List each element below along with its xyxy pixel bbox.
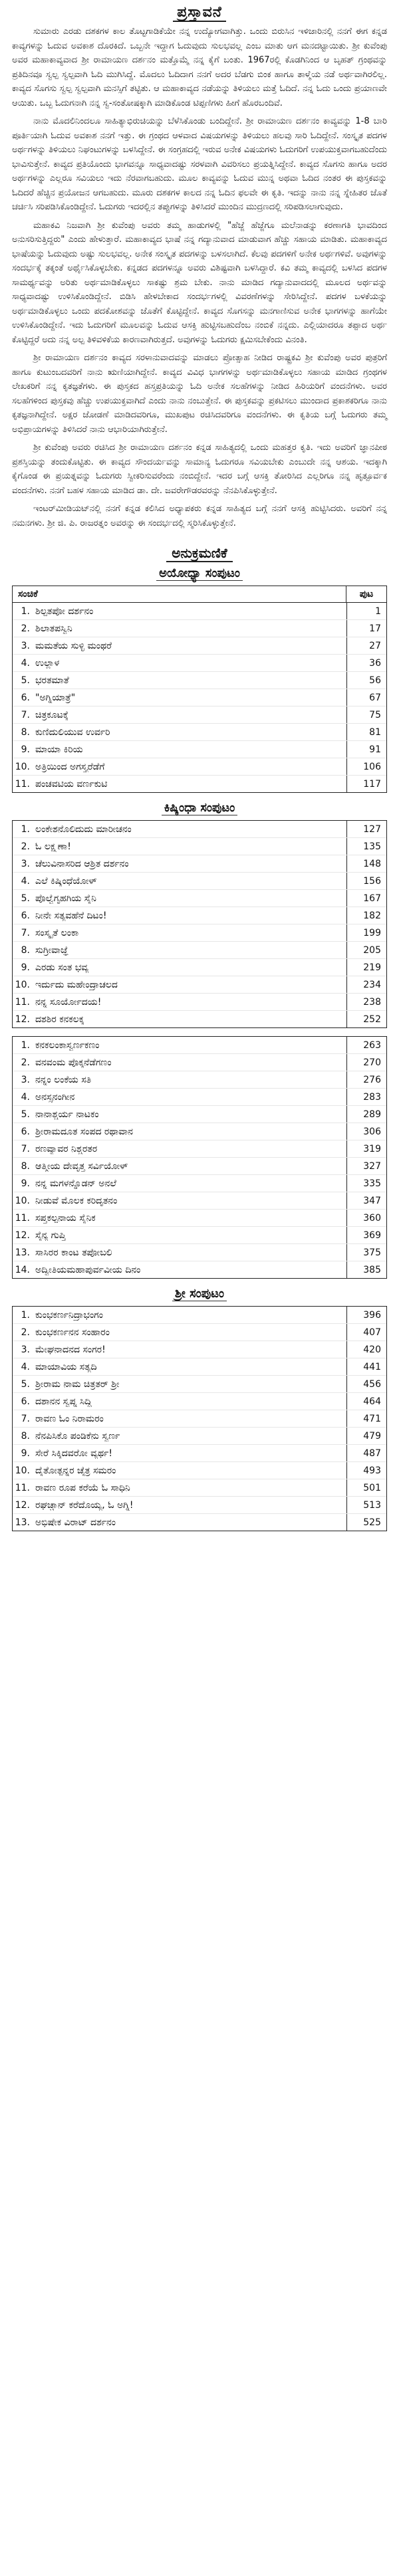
toc-row-title: ಸಾಸಿರರ ಕಾಂಟ ತಪೋಬಲಿ [35,1247,112,1258]
toc-row [13,821,386,837]
toc-row-number: 9. [21,1448,30,1459]
toc-row-page: 319 [346,1140,386,1157]
toc-row-page: 263 [346,1037,386,1053]
toc-row-title: ನನ್ನ ಸೂರ್ಯೋದಯ! [35,996,102,1008]
toc-row-title: ನಾನಾಶ್ಚರ್ಯ ನಾಟಕಂ [35,1109,99,1120]
preface-paragraph: ಸುಮಾರು ಎರಡು ದಶಕಗಳ ಕಾಲ ತೊಟ್ಟಗಾಡಿಕೆಯೇ ನನ್ನ ಉದ್ಯೋಗವಾಗಿತ್ತು. ಒಂದು ಬಿರುಸಿನ ಇಳಿಜಾರಿನಲ್ಲಿ ನನಗೆ ಈಗ ಕನ್ನಡ ಕಾವ್ಯಗಳನ್ನು ಓದುವ ಅವಕಾಶ ದೊರಕಿದೆ. ಒಬ್ಬನೇ ಇದ್ದಾಗ ಓದುವುದು ಸುಲಭವಲ್ಲ ಎಂಬ ಮಾತು ಆಗ ಮನದಟ್ಟಾಯಿತು. ಶ್ರೀ ಕುವೆಂಪು ಅವರ ಮಹಾಕಾವ್ಯವಾದ ಶ್ರೀ ರಾಮಾಯಣ ದರ್ಶನಂ ಮತ್ತೊಮ್ಮೆ ನನ್ನ ಕೈಗೆ ಬಂತು. 1967ರಲ್ಲಿ ಕೊಡಗಿನಿಂದ ಆ ಬೃಹತ್ ಗ್ರಂಥವನ್ನು ಪ್ರತಿದಿನವೂ ಸ್ವಲ್ಪ ಸ್ವಲ್ಪವಾಗಿ ಓದಿ ಮುಗಿಸಿದ್ದೆ. ಮೊದಲು ಓದಿದಾಗ ನನಗೆ ಅದರ ಬೆಡಗು ಬಿಂಕ ಹಾಗೂ ತಾಳ್ಮೆಯ ನಡೆ ಅರ್ಥವಾಗಿರಲಿಲ್ಲ. ಕಾವ್ಯದ ಸೊಗಸು ಸ್ವಲ್ಪ ಸ್ವಲ್ಪವಾಗಿ ಮನಸ್ಸಿಗೆ ತಟ್ಟಿತು. ಆ ಮಹಾಕಾವ್ಯದ ನಡೆಯನ್ನು ತಿಳಿಯಲು ಮತ್ತೆ ಓದಿದೆ. ನನ್ನ ಓದು ಒಂದು ಪ್ರಯಾಣವೇ ಆಯಿತು. ಒಬ್ಬ ಓದುಗನಾಗಿ ನನ್ನ ಸ್ವ-ಸಂತೋಷಕ್ಕಾಗಿ ಮಾಡಿಕೊಂಡ ಟಿಪ್ಪಣಿಗಳು ಹೀಗೆ ಹೊರಬಂದಿವೆ. [12,27,387,108]
toc-row-number: 10. [15,1195,30,1206]
toc-row [13,1375,386,1392]
section-title: ಶ್ರೀ ಸಂಪುಟಂ [12,1287,387,1301]
toc-row-number: 11. [15,1482,30,1493]
toc-row-number: 4. [21,1361,30,1372]
toc-row-number: 11. [15,1212,30,1224]
toc-row-page: 182 [346,907,386,924]
toc-row-page: 106 [346,758,386,775]
toc-row-page: 1 [346,603,386,619]
toc-row-number: 12. [15,1014,30,1025]
toc-group [13,1307,386,1531]
toc-row [13,1105,386,1123]
toc-row [13,637,386,654]
toc-row-number: 8. [21,726,30,738]
toc-row-number: 5. [21,675,30,686]
toc-row-number: 8. [21,1160,30,1172]
toc-row-number: 2. [21,1057,30,1068]
toc-row-page: 525 [346,1514,386,1531]
toc-row-title: ನೀಡುವೆ ಮೊಲಕ ಕರಿದೃತನಂ [35,1195,118,1206]
toc-row-page: 327 [346,1158,386,1174]
toc-row-title: ಭರತಮಾತೆ [35,675,69,686]
toc-row [13,1392,386,1410]
toc-row-number: 5. [21,1378,30,1390]
toc-row-title: ಅನಸ್ಸನಂಗೀನ [35,1091,75,1103]
toc-row-title: ದೈತೋತ್ಪನ್ನರ ಚೈತ್ರ ಸಮರಂ [35,1465,116,1476]
toc-row [13,1140,386,1157]
toc-row-page: 81 [346,724,386,740]
toc-row [13,619,386,637]
toc-row-title: ಉಲ್ಲಾಳ [35,657,60,669]
toc-row [13,1307,386,1323]
toc-row-title: ಕನಕಲಂಕಾಸ್ವರ್ಣಕಣಂ [35,1039,100,1051]
toc-row-number: 3. [21,1074,30,1085]
toc-row [13,689,386,706]
toc-row-page: 396 [346,1307,386,1323]
toc-row [13,855,386,872]
toc-row-title: "ಅಗ್ನಿಯಾತ್ರೆ" [35,692,76,703]
toc-row-title: ಮಾಯಾ ಕಿರಿಯ [35,744,83,755]
toc-row-title: ಕುಂಭಕರ್ಣನಿದ್ರಾಭಂಗಂ [35,1309,103,1321]
contents-table [12,1036,387,1279]
section-title: ಅಯೋಧ್ಯಾ ಸಂಪುಟಂ [12,566,387,580]
header-page: ಪುಟ [346,586,386,602]
toc-row [13,1479,386,1496]
toc-row-title: ಸಪ್ತಕಲ್ಪನಾಯ ಸೈನಿಕ [35,1212,96,1224]
toc-row-title: ಎಲೆ ಕಿಷ್ಕಿಂಧೆಯೋಳ್ [35,875,97,887]
toc-row-page: 471 [346,1410,386,1427]
toc-row-page: 56 [346,672,386,689]
toc-row-number: 11. [15,996,30,1008]
toc-row [13,758,386,775]
preface-paragraph: ಮಹಾಕವಿ ನಿಜವಾಗಿ ಶ್ರೀ ಕುವೆಂಪು ಅವರು ತಮ್ಮ ಹಾಡುಗಳಲ್ಲಿ "ಹೆಜ್ಜೆ ಹೆಜ್ಜೆಗೂ ಮಲೆನಾಡನ್ನು ಕರಣಾಗತಿ ಭಾವದಿಂದ ಅನುಸರಿಸುತ್ತಿದ್ದರು" ಎಂದು ಹೇಳುತ್ತಾರೆ. ಮಹಾಕಾವ್ಯದ ಭಾಷೆ ನನ್ನ ಗದ್ಯಾನುವಾದ ಮಾಡುವಾಗ ಹೆಚ್ಚು ಸಹಾಯ ಮಾಡಿತು. ಮಹಾಕಾವ್ಯದ ಭಾಷೆಯನ್ನು ಓದುವುದು ಅಷ್ಟು ಸುಲಭವಲ್ಲ. ಅನೇಕ ಸಂಸ್ಕೃತ ಪದಗಳನ್ನು ಬಳಸಲಾಗಿದೆ. ಕೆಲವು ಪದಗಳಿಗೆ ಅನೇಕ ಅರ್ಥಗಳಿವೆ. ಅವುಗಳನ್ನು ಸಂದರ್ಭಕ್ಕೆ ತಕ್ಕಂತೆ ಅರ್ಥೈಸಿಕೊಳ್ಳಬೇಕು. ಕನ್ನಡದ ಪದಗಳನ್ನೂ ಅವರು ವಿಶಿಷ್ಟವಾಗಿ ಬಳಸಿದ್ದಾರೆ. ಕವಿ ತಮ್ಮ ಕಾವ್ಯದಲ್ಲಿ ಬಳಸಿದ ಪದಗಳ ಸಾಮರ್ಥ್ಯವನ್ನು ಅರಿತು ಅರ್ಥಮಾಡಿಕೊಳ್ಳಲು ಸಾಕಷ್ಟು ಶ್ರಮ ಬೇಕು. ನಾನು ಮಾಡಿದ ಗದ್ಯಾನುವಾದದಲ್ಲಿ ಮೂಲದ ಅರ್ಥವನ್ನು ಸಾಧ್ಯವಾದಷ್ಟು ಉಳಿಸಿಕೊಂಡಿದ್ದೇನೆ. ಬಿಡಿಸಿ ಹೇಳಬೇಕಾದ ಸಂದರ್ಭಗಳಲ್ಲಿ ವಿವರಣೆಗಳನ್ನು ಸೇರಿಸಿದ್ದೇನೆ. ಪದಗಳ ಬಳಕೆಯನ್ನು ಅರ್ಥಮಾಡಿಕೊಳ್ಳಲು ಒಂದು ಪದಕೋಶವನ್ನು ಜೊತೆಗೆ ಕೊಟ್ಟಿದ್ದೇನೆ. ಕಾವ್ಯದ ಸೊಗಸನ್ನು ಮನಗಾಣಿಸುವ ಅನೇಕ ಭಾಗಗಳನ್ನು ಹಾಗೆಯೇ ಉಳಿಸಿಕೊಂಡಿದ್ದೇನೆ. ಇದು ಓದುಗರಿಗೆ ಮೂಲವನ್ನು ಓದುವ ಆಸಕ್ತಿ ಹುಟ್ಟಿಸಬಹುದೆಂಬ ನಂಬಿಕೆ ನನ್ನದು. ಎಲ್ಲಿಯಾದರೂ ತಪ್ಪಾದ ಅರ್ಥ ಕೊಟ್ಟಿದ್ದರೆ ಅದು ನನ್ನ ಅಲ್ಪ ತಿಳಿವಳಿಕೆಯ ಕಾರಣವಾಗಿರುತ್ತದೆ. ಅವುಗಳನ್ನು ಓದುಗರು ಕ್ಷಮಿಸಬೇಕೆಂದು ವಿನಂತಿ. [12,220,387,345]
preface-paragraph: ಶ್ರೀ ರಾಮಾಯಣ ದರ್ಶನಂ ಕಾವ್ಯದ ಸರಳಾನುವಾದವನ್ನು ಮಾಡಲು ಪ್ರೋತ್ಸಾಹ ನೀಡಿದ ರಾಷ್ಟ್ರಕವಿ ಶ್ರೀ ಕುವೆಂಪು ಅವರ ಪುತ್ರರಿಗೆ ಹಾಗೂ ಕುಟುಂಬದವರಿಗೆ ನಾನು ಋಣಿಯಾಗಿದ್ದೇನೆ. ಕಾವ್ಯದ ವಿವಿಧ ಭಾಗಗಳನ್ನು ಅರ್ಥಮಾಡಿಕೊಳ್ಳಲು ಸಹಾಯ ಮಾಡಿದ ಗ್ರಂಥಗಳ ಲೇಖಕರಿಗೆ ನನ್ನ ಕೃತಜ್ಞತೆಗಳು. ಈ ಪುಸ್ತಕದ ಹಸ್ತಪ್ರತಿಯನ್ನು ಓದಿ ಅನೇಕ ಸಲಹೆಗಳನ್ನು ನೀಡಿದ ಹಿರಿಯರಿಗೆ ವಂದನೆಗಳು. ಅವರ ಸಲಹೆಗಳಿಂದ ಪುಸ್ತಕವು ಹೆಚ್ಚು ಉಪಯುಕ್ತವಾಗಿದೆ ಎಂದು ನಾನು ನಂಬುತ್ತೇನೆ. ಈ ಪುಸ್ತಕವನ್ನು ಪ್ರಕಟಿಸಲು ಮುಂದಾದ ಪ್ರಕಾಶಕರಿಗೂ ನಾನು ಕೃತಜ್ಞನಾಗಿದ್ದೇನೆ. ಅಕ್ಷರ ಜೋಡಣೆ ಮಾಡಿದವರಿಗೂ, ಮುಖಪುಟ ರಚಿಸಿದವರಿಗೂ ವಂದನೆಗಳು. ಈ ಕೃತಿಯ ಬಗ್ಗೆ ಓದುಗರು ತಮ್ಮ ಅಭಿಪ್ರಾಯಗಳನ್ನು ತಿಳಿಸಿದರೆ ನಾನು ಆಭಾರಿಯಾಗಿರುತ್ತೇನೆ. [12,353,387,435]
toc-row-page: 276 [346,1071,386,1088]
toc-row [13,872,386,889]
toc-row-number: 4. [21,875,30,887]
toc-row-title: ಕುಣಿದುಲಿಯುವ ಉರ್ವರಿ [35,726,110,738]
toc-row-number: 1. [21,1309,30,1321]
toc-row-title: ಅದ್ವೀತಿಯಮಹಾಪುರ್ವವೀಯ ದಿನಂ [35,1264,141,1275]
toc-row-title: ರಾವಣ ರೂಪ ಕರೆಯೆ ಓ ಸಾಧಿನಿ [35,1482,130,1493]
toc-row-page: 219 [346,959,386,976]
toc-row-page: 487 [346,1445,386,1461]
toc-row-title: ಲಂಕೇಶನೊಲಿದುದು ಮಾರೀಚನಂ [35,823,132,835]
toc-row-page: 148 [346,855,386,872]
toc-row [13,1261,386,1278]
toc-row-title: ಎರಡು ಸಂತ ಭವ್ಯ [35,962,89,973]
toc-row-number: 10. [15,1465,30,1476]
toc-row-title: ಸಂಸ್ಕೃತೆ ಲಂಕಾ [35,927,79,938]
toc-row-number: 14. [15,1264,30,1275]
preface-paragraph: ನಾನು ಮೊದಲಿನಿಂದಲೂ ಸಾಹಿತ್ಯಾಭಿರುಚಿಯನ್ನು ಬೆಳೆಸಿಕೊಂಡು ಬಂದಿದ್ದೇನೆ. ಶ್ರೀ ರಾಮಾಯಣ ದರ್ಶನಂ ಕಾವ್ಯವನ್ನು 1-8 ಬಾರಿ ಪೂರ್ತಿಯಾಗಿ ಓದುವ ಅವಕಾಶ ನನಗೆ ಇತ್ತು. ಈ ಗ್ರಂಥದ ಆಳವಾದ ವಿಷಯಗಳನ್ನು ತಿಳಿಯಲು ಹಲವು ಸಾರಿ ಓದಿದ್ದೇನೆ. ಸಂಸ್ಕೃತ ಪದಗಳ ಅರ್ಥಗಳನ್ನು ತಿಳಿಯಲು ನಿಘಂಟುಗಳನ್ನು ಬಳಸಿದ್ದೇನೆ. ಈ ಸಂಗ್ರಹದಲ್ಲಿ ಇರುವ ಅನೇಕ ವಿಷಯಗಳು ಓದುಗರಿಗೆ ಉಪಯುಕ್ತವಾಗಬಹುದೆಂದು ಭಾವಿಸುತ್ತೇನೆ. ಕಾವ್ಯದ ಪ್ರತಿಯೊಂದು ಭಾಗವನ್ನೂ ಸಾಧ್ಯವಾದಷ್ಟು ಸರಳವಾಗಿ ವಿವರಿಸಲು ಪ್ರಯತ್ನಿಸಿದ್ದೇನೆ. ಕಾವ್ಯದ ಸೊಗಸು ಹಾಗೂ ಅದರ ಅರ್ಥಗಳನ್ನು ಎಲ್ಲರೂ ಸವಿಯಲು ಇದು ನೆರವಾಗಬಹುದು. ಮೂಲ ಕಾವ್ಯವನ್ನು ಓದುವ ಮುನ್ನ ಅಥವಾ ಓದಿದ ನಂತರ ಈ ಪುಸ್ತಕವನ್ನು ಓದಿದರೆ ಹೆಚ್ಚಿನ ಪ್ರಯೋಜನ ಆಗಬಹುದು. ಮೂರು ದಶಕಗಳ ಕಾಲದ ನನ್ನ ಓದಿನ ಫಲವೇ ಈ ಕೃತಿ. ಇದನ್ನು ನಾನು ನನ್ನ ಸ್ನೇಹಿತರ ಜೊತೆ ಚರ್ಚಿಸಿ ಸರಿಪಡಿಸಿಕೊಂಡಿದ್ದೇನೆ. ಓದುಗರು ಇದರಲ್ಲಿನ ತಪ್ಪುಗಳನ್ನು ತಿಳಿಸಿದರೆ ಮುಂದಿನ ಮುದ್ರಣದಲ್ಲಿ ಸರಿಪಡಿಸಲಾಗುವುದು. [12,116,387,212]
toc-row [13,723,386,740]
toc-row-title: ಮಮತೆಯ ಸುಳ್ಳಿ ಮಂಥರೆ [35,640,112,651]
toc-row [13,1053,386,1071]
toc-row [13,1088,386,1105]
toc-row-page: 167 [346,890,386,907]
toc-row-title: ಆತ್ಮೀಯ ದೇವೃತ್ತ ಸರ್ವಿಯೋಳ್ [35,1160,128,1172]
toc-row-number: 7. [21,709,30,720]
toc-row-page: 360 [346,1210,386,1226]
toc-row-number: 8. [21,944,30,956]
toc-row-title: ವನವಂಮ ಪೊಕ್ಕನೆಡೆಗಣಂ [35,1057,112,1068]
toc-row-page: 420 [346,1341,386,1358]
toc-row-number: 13. [15,1247,30,1258]
toc-row-number: 1. [21,1039,30,1051]
contents-table [12,586,387,793]
toc-row-title: ನನ್ನ ಮಗಳನ್ನೊಡನ್ ಅನಲೆ [35,1178,116,1189]
toc-row [13,1157,386,1174]
toc-row-page: 513 [346,1497,386,1513]
toc-row-title: ಇರ್ದುದು ಮಹೇಂದ್ರಾಚಲದ [35,979,118,990]
toc-row-page: 335 [346,1175,386,1192]
toc-row-page: 270 [346,1054,386,1071]
contents-table [12,820,387,1028]
toc-row-number: 6. [21,1126,30,1137]
toc-row-number: 12. [15,1499,30,1511]
toc-row [13,1513,386,1531]
toc-row-title: ರಣವ್ಯಾವರ ನಿಶ್ಚರತರ [35,1143,98,1154]
toc-row [13,958,386,976]
toc-row-title: ಮೇಘನಾದನದ ಸಂಗರ! [35,1344,106,1355]
toc-row-number: 10. [15,761,30,772]
toc-row [13,993,386,1010]
toc-row [13,775,386,792]
preface-paragraph: ಶ್ರೀ ಕುವೆಂಪು ಅವರು ರಚಿಸಿದ ಶ್ರೀ ರಾಮಾಯಣ ದರ್ಶನಂ ಕನ್ನಡ ಸಾಹಿತ್ಯದಲ್ಲಿ ಒಂದು ಮಹತ್ತರ ಕೃತಿ. ಇದು ಅವರಿಗೆ ಜ್ಞಾನಪೀಠ ಪ್ರಶಸ್ತಿಯನ್ನು ತಂದುಕೊಟ್ಟಿತು. ಈ ಕಾವ್ಯದ ಸೌಂದರ್ಯವನ್ನು ಸಾಮಾನ್ಯ ಓದುಗರೂ ಸವಿಯಬೇಕು ಎಂಬುದೇ ನನ್ನ ಆಶಯ. ಇದಕ್ಕಾಗಿ ಕೈಗೊಂಡ ಈ ಪ್ರಯತ್ನವನ್ನು ಓದುಗರು ಸ್ವೀಕರಿಸುವರೆಂದು ನಂಬಿದ್ದೇನೆ. ಇದರ ಬಗ್ಗೆ ಆಸಕ್ತಿ ತೋರಿಸಿದ ಎಲ್ಲರಿಗೂ ನನ್ನ ಹೃತ್ಪೂರ್ವಕ ವಂದನೆಗಳು. ನನಗೆ ಬಹಳ ಸಹಾಯ ಮಾಡಿದ ಡಾ. ದೇ. ಜವರೇಗೌಡರವರನ್ನು ನೆನಪಿಸಿಕೊಳ್ಳುತ್ತೇನೆ. [12,443,387,496]
toc-row-title: ಶ್ರೀರಾಮದೂತ ಸಂಪದ ರಥಾವಾನ [35,1126,134,1137]
toc-row-page: 67 [346,689,386,706]
toc-row-page: 479 [346,1428,386,1444]
toc-row-page: 205 [346,942,386,958]
toc-row-page: 91 [346,741,386,758]
toc-row-title: ಕುಂಭಕರ್ಣನನ ಸಂಹಾರಂ [35,1327,110,1338]
toc-row-number: 13. [15,1517,30,1528]
toc-row-title: ಸೇರೆ ಸಿಕ್ಕಿದವರೋ ವ್ಯರ್ಥ! [35,1448,112,1459]
toc-row-number: 2. [21,841,30,852]
toc-row-page: 441 [346,1358,386,1375]
toc-row-number: 3. [21,1344,30,1355]
toc-row-page: 36 [346,655,386,671]
toc-row-title: ರಾವಣ ಓಂ ನಿರಾಮರಂ [35,1413,104,1424]
toc-row-number: 9. [21,744,30,755]
toc-row-number: 1. [21,605,30,617]
toc-row-number: 5. [21,893,30,904]
toc-row-title: ನನ್ನಂ ಲಂಕೆಯ ಸತಿ [35,1074,92,1085]
toc-row-number: 6. [21,1396,30,1407]
toc-row-title: ಪೊಲ್ವೆಗೃಹಗಿಯ ಸೈನಿ [35,893,96,904]
toc-row-title: ಸುಗ್ರೀವಾಜ್ಞೆ [35,944,69,956]
toc-row-number: 7. [21,1143,30,1154]
toc-row-title: ಶಿಲ್ಪತಪೋ ದರ್ಶನಂ [35,605,94,617]
toc-row-number: 1. [21,823,30,835]
toc-row [13,1427,386,1444]
toc-row-page: 456 [346,1376,386,1392]
toc-row-page: 17 [346,620,386,637]
toc-row [13,1010,386,1027]
toc-row-page: 252 [346,1011,386,1027]
contents-table [12,1306,387,1531]
toc-row-title: ನೀನೇ ಸತ್ಯವಹೆನೆ ದಿಟಂ! [35,910,107,921]
toc-row-title: ದಶಾನನ ಸ್ವಪ್ನ ಸಿದ್ಧಿ [35,1396,92,1407]
toc-row [13,1243,386,1261]
toc-row [13,1123,386,1140]
toc-title: ಅನುಕ್ರಮಣಿಕೆ [12,545,387,561]
toc-row-page: 27 [346,637,386,654]
toc-row-page: 501 [346,1479,386,1496]
toc-row-title: ಶ್ರೀರಾಮ ನಾಮ ಚಿತ್ರತರ್ ಶ್ರೀ [35,1378,120,1390]
toc-row [13,889,386,907]
toc-row-number: 12. [15,1230,30,1241]
toc-row-page: 306 [346,1123,386,1140]
toc-row [13,740,386,758]
page [0,4,399,2576]
toc-row [13,1341,386,1358]
toc-row [13,1037,386,1053]
toc-row-page: 234 [346,976,386,993]
toc-row-number: 6. [21,910,30,921]
toc-row-page: 289 [346,1106,386,1123]
toc-row [13,924,386,941]
toc-row-title: ಚಿತ್ರಕೂಟಕ್ಕೆ [35,709,68,720]
preface-title: ಪ್ರಸ್ತಾವನೆ [12,4,387,21]
toc-row-number: 7. [21,927,30,938]
toc-row [13,603,386,619]
toc-row-page: 238 [346,994,386,1010]
toc-row [13,1461,386,1479]
toc-row [13,1358,386,1375]
toc-group [13,603,386,792]
toc-row-page: 283 [346,1089,386,1105]
toc-row-number: 7. [21,1413,30,1424]
toc-row [13,1174,386,1192]
toc-row-page: 369 [346,1227,386,1243]
toc-row-number: 2. [21,623,30,634]
toc-row-page: 464 [346,1393,386,1410]
toc-row [13,1192,386,1209]
toc-row-number: 4. [21,1091,30,1103]
toc-row-page: 135 [346,838,386,855]
toc-row-page: 347 [346,1192,386,1209]
preface-paragraph: ಇಂಟರ್‌ಮೀಡಿಯಟ್‌ನಲ್ಲಿ ನನಗೆ ಕನ್ನಡ ಕಲಿಸಿದ ಅಧ್ಯಾಪಕರು ಕನ್ನಡ ಸಾಹಿತ್ಯದ ಬಗ್ಗೆ ನನಗೆ ಆಸಕ್ತಿ ಹುಟ್ಟಿಸಿದರು. ಅವರಿಗೆ ನನ್ನ ನಮನಗಳು. ಶ್ರೀ ಜಿ. ಪಿ. ರಾಜರತ್ನಂ ಅವರನ್ನು ಈ ಸಂದರ್ಭದಲ್ಲಿ ಸ್ಮರಿಸಿಕೊಳ್ಳುತ್ತೇನೆ. [12,504,387,528]
toc-row-title: ಪಂಚವಟಿಯ ವರ್ಣಕುಟಿ [35,778,108,790]
toc-row [13,706,386,723]
toc-row-title: ಸೈನ್ಯ ಗುಪ್ತಿ [35,1230,66,1241]
toc-row-number: 3. [21,858,30,869]
toc-row-page: 375 [346,1244,386,1261]
toc-row [13,1209,386,1226]
toc-row [13,837,386,855]
toc-row-title: ಮಾಯಾವಿಯ ಸತ್ಯದಿ [35,1361,97,1372]
toc-row-number: 9. [21,962,30,973]
toc-row-number: 8. [21,1430,30,1442]
toc-row-number: 4. [21,657,30,669]
toc-row-page: 156 [346,873,386,889]
toc-row [13,1226,386,1243]
toc-row-page: 199 [346,924,386,941]
table-header [13,586,386,603]
section-title: ಕಿಷ್ಕಿಂಧಾ ಸಂಪುಟಂ [12,801,387,815]
toc-row-page: 75 [346,706,386,723]
header-chapter: ಸಂಚಿಕೆ [18,589,38,599]
toc-row-page: 407 [346,1324,386,1341]
toc-row [13,1323,386,1341]
toc-row-title: ರಘಚ್ಚಾನ್ ಕರೆದೊಯ್ಯ, ಓ ಅಗ್ನಿ! [35,1499,134,1511]
toc-row-number: 10. [15,979,30,990]
toc-row [13,1410,386,1427]
toc-row-number: 9. [21,1178,30,1189]
toc-row-page: 493 [346,1462,386,1479]
toc-row [13,976,386,993]
toc-row-page: 127 [346,821,386,837]
toc-row-page: 117 [346,776,386,792]
toc-row-number: 6. [21,692,30,703]
toc-row-title: ದಶಶಿರ ಕನಕಲಕ್ಕ [35,1014,84,1025]
toc-row-number: 3. [21,640,30,651]
toc-row [13,907,386,924]
toc-row-title: ಚೆಲುವಿನಾಸರಿದ ಆಶ್ರಿತ ದರ್ಶನಂ [35,858,129,869]
toc-row [13,941,386,958]
toc-row-title: ನೆನಪಿಸಿಕೊ ಪಂಡಿಕೆನು ಸ್ವರ್ಣ [35,1430,120,1442]
toc-row [13,654,386,671]
toc-row [13,671,386,689]
toc-row-title: ಶಿಲಾತಪಸ್ವಿನಿ [35,623,72,634]
toc-row [13,1444,386,1461]
toc-row-page: 385 [346,1261,386,1278]
toc-row-number: 5. [21,1109,30,1120]
toc-row-title: ಅತ್ರಿಯಿಂದ ಅಗಸ್ತ್ಯರೆಡೆಗೆ [35,761,105,772]
toc-row-title: ಅಭಿಷೇಕ ವಿರಾಟ್ ದರ್ಶನಂ [35,1517,116,1528]
toc-row [13,1071,386,1088]
toc-group [13,821,386,1027]
toc-row-number: 2. [21,1327,30,1338]
toc-row-number: 11. [15,778,30,790]
toc-group [13,1037,386,1278]
toc-row [13,1496,386,1513]
toc-row-title: ಓ ಲಕ್ಷ್ಮಣಾ! [35,841,71,852]
